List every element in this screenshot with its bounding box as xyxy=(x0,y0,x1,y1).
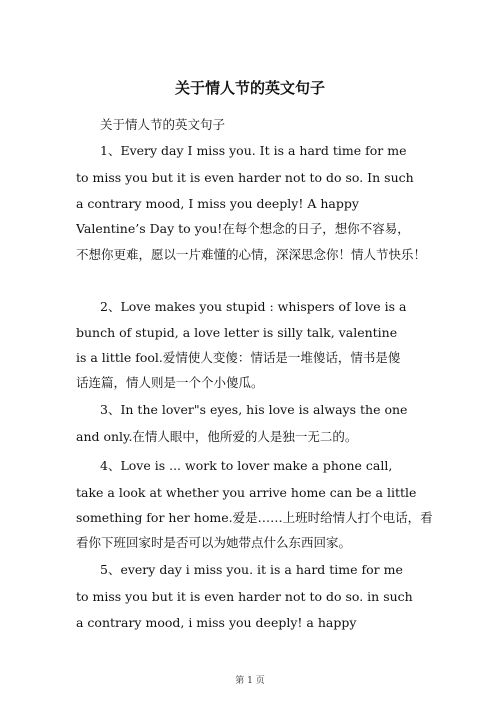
paragraph-line: 不想你更难，愿以一片难懂的心情，深深思念你！情人节快乐！ xyxy=(76,247,427,262)
paragraph-line: and only.在情人眼中，他所爱的人是独一无二的。 xyxy=(76,429,358,444)
paragraph-line: bunch of stupid, a love letter is silly talk, valentine xyxy=(76,325,398,340)
paragraph-line: 1、Every day I miss you. It is a hard time for me xyxy=(100,143,407,158)
paragraph-line: 5、every day i miss you. it is a hard time for me xyxy=(100,562,403,577)
subtitle-line: 关于情人节的英文句子 xyxy=(100,117,226,132)
paragraph-line: 4、Love is ... work to lover make a phone call, xyxy=(100,458,393,473)
paragraph-line: Valentine’s Day to you!在每个想念的日子，想你不容易， xyxy=(76,221,410,236)
paragraph-line: 3、In the lover"s eyes, his love is always the one xyxy=(100,402,408,417)
paragraph-line: 话连篇，情人则是一个个小傻瓜。 xyxy=(76,375,264,390)
paragraph-line: take a look at whether you arrive home can be a little xyxy=(76,485,417,500)
paragraph-line: 2、Love makes you stupid : whispers of love is a xyxy=(100,299,407,314)
paragraph-line: to miss you but it is even harder not to do so. in such xyxy=(76,589,413,604)
paragraph-line: a contrary mood, i miss you deeply! a happy xyxy=(76,615,357,630)
paragraph-line: a contrary mood, I miss you deeply! A happy xyxy=(76,196,359,211)
document-title: 关于情人节的英文句子 xyxy=(174,79,325,97)
paragraph-line: is a little fool.爱情使人变傻：情话是一堆傻话，情书是傻 xyxy=(76,350,401,365)
paragraph-line: something for her home.爱是……上班时给情人打个电话，看 xyxy=(76,510,433,525)
page-number: 第 1 页 xyxy=(235,676,265,686)
paragraph-line: 看你下班回家时是否可以为她带点什么东西回家。 xyxy=(76,535,352,550)
paragraph-line: to miss you but it is even harder not to do so. In such xyxy=(76,170,414,185)
